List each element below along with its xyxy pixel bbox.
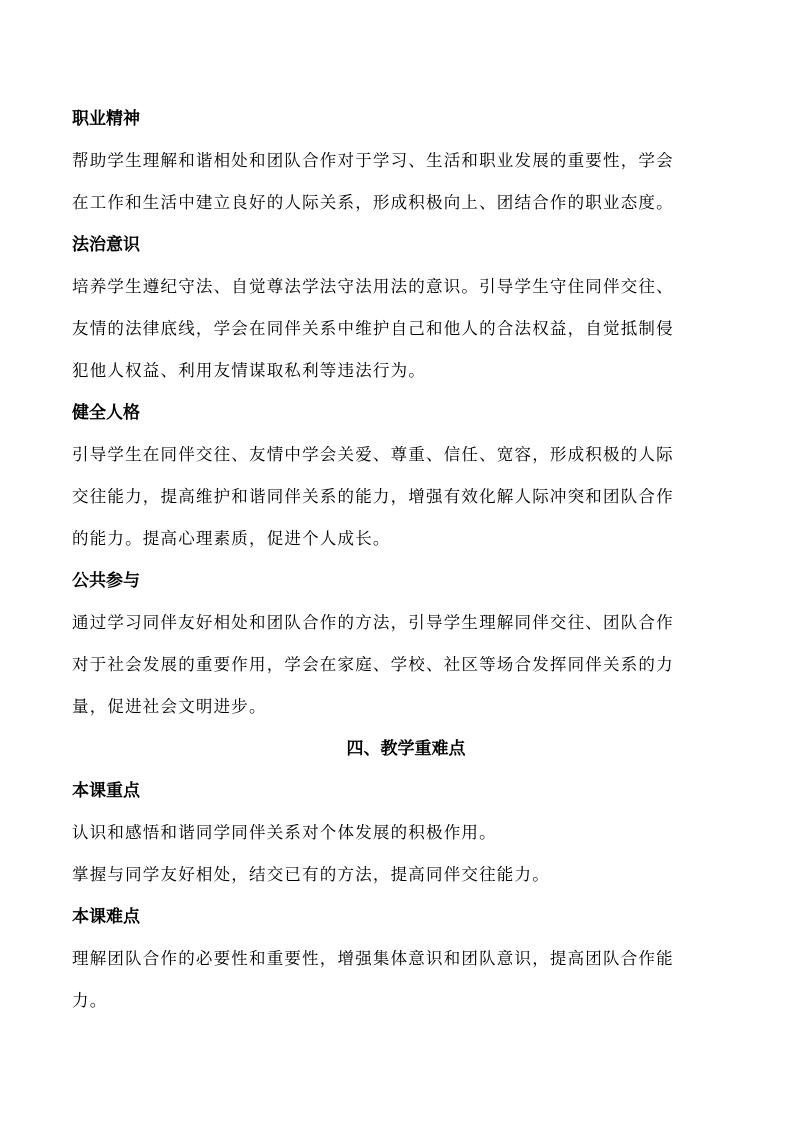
- key-points-body: [72, 812, 732, 896]
- body-line: 认识和感悟和谐同学同伴关系对个体发展的积极作用。: [72, 823, 497, 842]
- key-points-heading: 本课重点: [72, 781, 140, 801]
- section-body-public-participation: [72, 602, 732, 728]
- difficult-points-heading: 本课难点: [72, 907, 140, 927]
- section-heading-professional-spirit: 职业精神: [72, 109, 140, 129]
- chapter-title: 四、教学重难点: [346, 739, 466, 759]
- section-body-sound-personality: [72, 434, 732, 560]
- section-heading-public-participation: 公共参与: [72, 571, 140, 591]
- difficult-points-body: [72, 938, 732, 1022]
- body-line: 交往能力，提高维护和谐同伴关系的能力，增强有效化解人际冲突和团队合作: [72, 487, 674, 506]
- body-line: 理解团队合作的必要性和重要性，增强集体意识和团队意识，提高团队合作能: [72, 949, 674, 968]
- body-line: 在工作和生活中建立良好的人际关系，形成积极向上、团结合作的职业态度。: [72, 193, 674, 212]
- section-body-professional-spirit: [72, 140, 732, 224]
- section-body-rule-of-law: [72, 266, 732, 392]
- body-line: 力。: [72, 991, 108, 1010]
- document-page: [72, 98, 732, 1022]
- body-line: 对于社会发展的重要作用，学会在家庭、学校、社区等场合发挥同伴关系的力: [72, 655, 674, 674]
- body-line: 掌握与同学友好相处，结交已有的方法，提高同伴交往能力。: [72, 865, 550, 884]
- body-line: 友情的法律底线，学会在同伴关系中维护自己和他人的合法权益，自觉抵制侵: [72, 319, 674, 338]
- body-line: 引导学生在同伴交往、友情中学会关爱、尊重、信任、宽容，形成积极的人际: [72, 445, 674, 464]
- section-heading-sound-personality: 健全人格: [72, 403, 140, 423]
- section-heading-rule-of-law: 法治意识: [72, 235, 140, 255]
- body-line: 通过学习同伴友好相处和团队合作的方法，引导学生理解同伴交往、团队合作: [72, 613, 674, 632]
- body-line: 培养学生遵纪守法、自觉尊法学法守法用法的意识。引导学生守住同伴交往、: [72, 277, 674, 296]
- body-line: 的能力。提高心理素质，促进个人成长。: [72, 529, 391, 548]
- body-line: 量，促进社会文明进步。: [72, 697, 267, 716]
- body-line: 犯他人权益、利用友情谋取私利等违法行为。: [72, 361, 426, 380]
- body-line: 帮助学生理解和谐相处和团队合作对于学习、生活和职业发展的重要性，学会: [72, 151, 674, 170]
